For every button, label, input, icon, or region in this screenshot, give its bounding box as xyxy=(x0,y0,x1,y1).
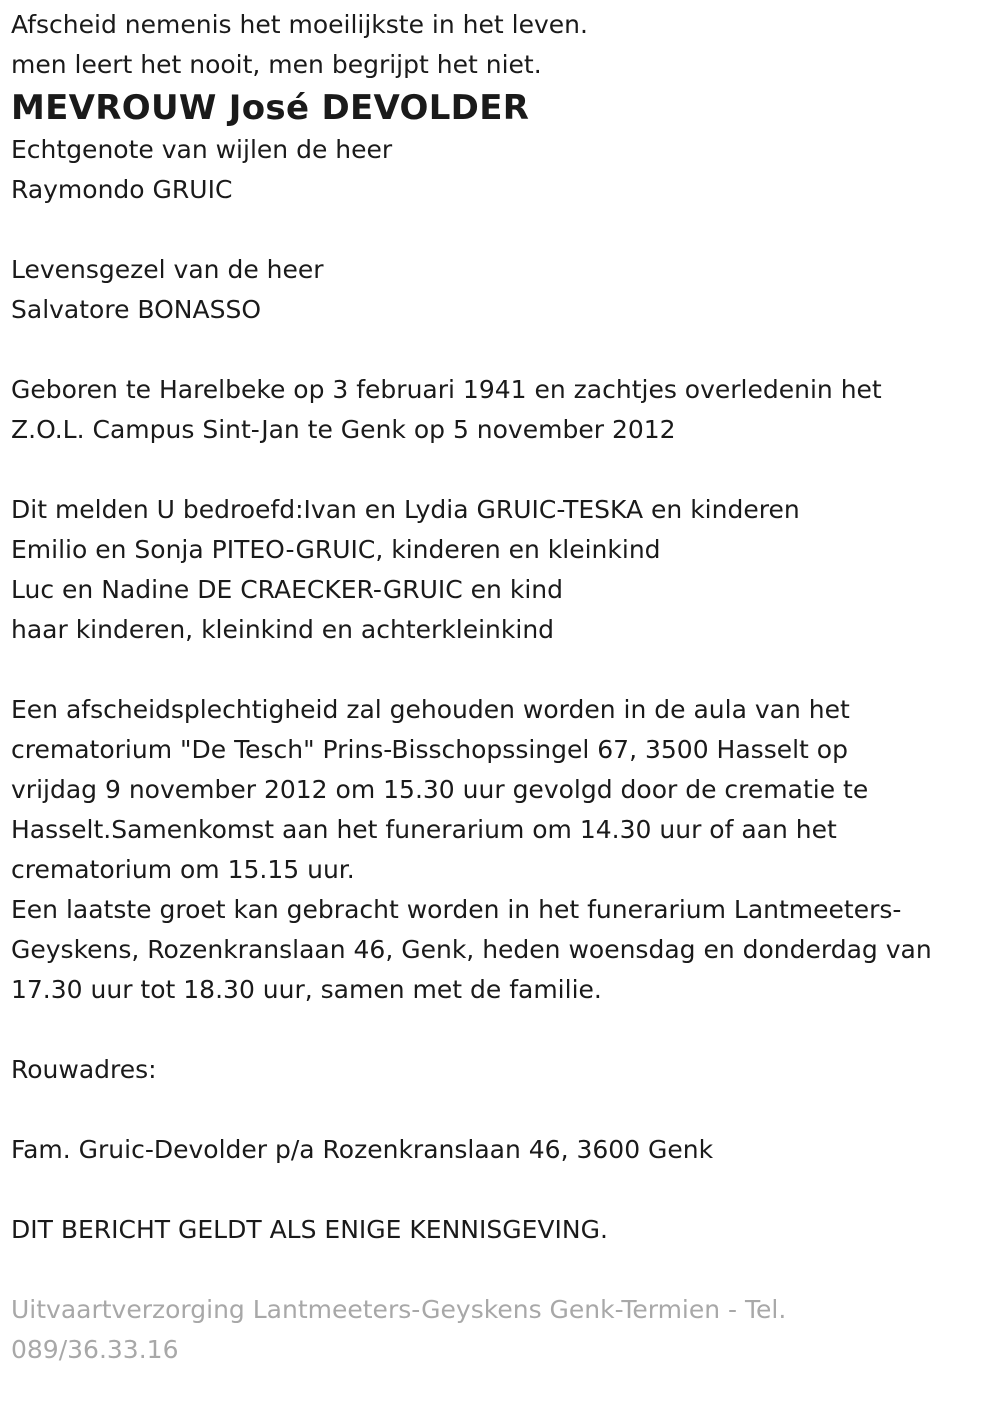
family-line-3: Luc en Nadine DE CRAECKER-GRUIC en kind xyxy=(11,575,563,604)
partner-block xyxy=(11,250,986,330)
ceremony-line-4: Hasselt.Samenkomst aan het funerarium om 14.30 uur of aan het xyxy=(11,815,837,844)
obituary-notice xyxy=(11,5,986,1370)
family-block xyxy=(11,490,986,650)
intro-line-1: Afscheid nemenis het moeilijkste in het leven. xyxy=(11,10,588,39)
deceased-name: MEVROUW José DEVOLDER xyxy=(11,88,530,128)
spouse-line-2: Raymondo GRUIC xyxy=(11,175,233,204)
birth-line-1: Geboren te Harelbeke op 3 februari 1941 en zachtjes overledenin het xyxy=(11,375,882,404)
footer-line-2: 089/36.33.16 xyxy=(11,1335,179,1364)
spouse-line-1: Echtgenote van wijlen de heer xyxy=(11,135,393,164)
address-label: Rouwadres: xyxy=(11,1055,157,1084)
intro-line-2: men leert het nooit, men begrijpt het niet. xyxy=(11,50,542,79)
ceremony-block xyxy=(11,690,986,1010)
ceremony-line-3: vrijdag 9 november 2012 om 15.30 uur gevolgd door de crematie te xyxy=(11,775,869,804)
intro-verse xyxy=(11,5,986,85)
family-line-1: Dit melden U bedroefd:Ivan en Lydia GRUIC-TESKA en kinderen xyxy=(11,495,800,524)
ceremony-line-2: crematorium "De Tesch" Prins-Bisschopssingel 67, 3500 Hasselt op xyxy=(11,735,848,764)
ceremony-line-1: Een afscheidsplechtigheid zal gehouden worden in de aula van het xyxy=(11,695,850,724)
ceremony-line-7: Geyskens, Rozenkranslaan 46, Genk, heden woensdag en donderdag van xyxy=(11,935,932,964)
ceremony-line-8: 17.30 uur tot 18.30 uur, samen met de familie. xyxy=(11,975,602,1004)
birth-line-2: Z.O.L. Campus Sint-Jan te Genk op 5 november 2012 xyxy=(11,415,676,444)
footer-line-1: Uitvaartverzorging Lantmeeters-Geyskens Genk-Termien - Tel. xyxy=(11,1295,787,1324)
partner-line-2: Salvatore BONASSO xyxy=(11,295,262,324)
ceremony-line-5: crematorium om 15.15 uur. xyxy=(11,855,355,884)
birth-death-block xyxy=(11,370,986,450)
spouse-block xyxy=(11,130,986,210)
notice-statement: DIT BERICHT GELDT ALS ENIGE KENNISGEVING. xyxy=(11,1215,608,1244)
family-line-4: haar kinderen, kleinkind en achterkleinkind xyxy=(11,615,555,644)
family-line-2: Emilio en Sonja PITEO-GRUIC, kinderen en kleinkind xyxy=(11,535,661,564)
partner-line-1: Levensgezel van de heer xyxy=(11,255,324,284)
funeral-home-footer xyxy=(11,1290,986,1370)
address-value: Fam. Gruic-Devolder p/a Rozenkranslaan 46, 3600 Genk xyxy=(11,1135,714,1164)
ceremony-line-6: Een laatste groet kan gebracht worden in het funerarium Lantmeeters- xyxy=(11,895,902,924)
